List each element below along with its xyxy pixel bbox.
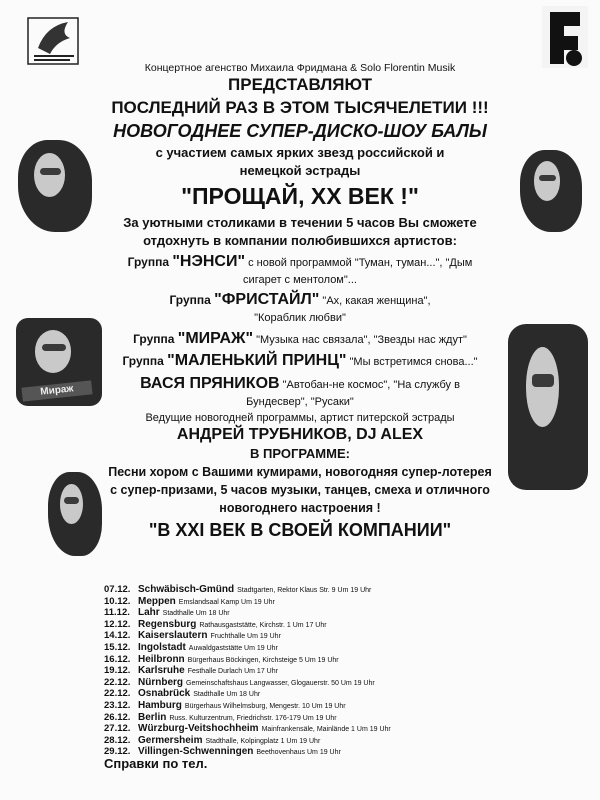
tour-schedule	[104, 582, 544, 756]
schedule-date: 11.12.	[104, 607, 130, 619]
schedule-city: Regensburg	[138, 618, 197, 630]
schedule-venue: Stadthalle Um 18 Uhr	[162, 610, 230, 618]
schedule-venue: Rathausgaststätte, Kirchstr. 1 Um 17 Uhr	[199, 621, 327, 629]
nensi-songs-line-2: сигарет с ментолом"...	[243, 274, 357, 286]
schedule-row	[104, 686, 544, 698]
mirazh-line	[0, 330, 600, 348]
schedule-venue: Beethovenhaus Um 19 Uhr	[256, 749, 341, 757]
vasya-songs-1: "Автобан-не космос", "На службу в	[279, 379, 460, 391]
program-line-1: Песни хором с Вашими кумирами, новогодняя супер-лотерея	[108, 465, 492, 479]
schedule-city: Heilbronn	[138, 653, 185, 665]
schedule-date: 15.12.	[104, 641, 131, 653]
schedule-venue: Fruchthalle Um 19 Uhr	[210, 633, 281, 641]
slogan-heading: "В XXI ВЕК В СВОЕЙ КОМПАНИИ"	[148, 520, 452, 540]
fristail-songs-1: "Ах, какая женщина",	[319, 295, 431, 307]
schedule-venue: Mainfrankensäle, Mainlände 1 Um 19 Uhr	[261, 726, 391, 734]
schedule-city: Kaiserslautern	[138, 630, 208, 642]
schedule-city: Villingen-Schwenningen	[138, 746, 254, 758]
schedule-date: 19.12.	[104, 665, 131, 677]
motto-heading: "ПРОЩАЙ, XX ВЕК !"	[181, 183, 419, 209]
prince-line	[0, 352, 600, 370]
schedule-row	[104, 733, 544, 745]
vasya-songs-line-2: Бундесвер", "Русаки"	[246, 396, 354, 408]
nensi-line	[0, 253, 600, 271]
schedule-date: 12.12.	[104, 618, 131, 630]
fristail-prefix: Группа	[169, 293, 215, 307]
schedule-venue: Stadthalle, Kolpingplatz 1 Um 19 Uhr	[205, 737, 321, 745]
program-line-2: с супер-призами, 5 часов музыки, танцев, смеха и отличного	[110, 483, 490, 497]
participation-line-1: с участием самых ярких звезд российской и	[155, 145, 445, 160]
schedule-row	[104, 652, 544, 664]
schedule-city: Germersheim	[138, 734, 203, 746]
footer-info: Справки по тел.	[104, 756, 208, 771]
schedule-row	[104, 605, 544, 617]
schedule-row	[104, 617, 544, 629]
schedule-row	[104, 675, 544, 687]
intro-line-1: За уютными столиками в течении 5 часов Вы сможете	[123, 215, 477, 230]
prince-prefix: Группа	[122, 354, 168, 368]
schedule-city: Nürnberg	[138, 676, 183, 688]
note-logo-icon	[542, 6, 588, 68]
schedule-city: Karlsruhe	[138, 665, 185, 677]
schedule-row	[104, 663, 544, 675]
schedule-venue: Gemeinschaftshaus Langwasser, Glogauerstr. 50 Um 19 Uhr	[186, 679, 375, 687]
schedule-date: 22.12.	[104, 688, 131, 700]
schedule-city: Ingolstadt	[138, 641, 186, 653]
schedule-date: 27.12.	[104, 723, 131, 735]
program-line-3: новогоднего настроения !	[219, 501, 381, 515]
schedule-venue: Russ. Kulturzentrum, Friedrichstr. 176-179 Um 19 Uhr	[169, 714, 337, 722]
schedule-city: Schwäbisch-Gmünd	[138, 584, 235, 595]
schedule-row	[104, 721, 544, 733]
schedule-row	[104, 710, 544, 722]
schedule-date: 28.12.	[104, 734, 131, 746]
agency-line: Концертное агенство Михаила Фридмана & Solo Florentin Musik	[144, 62, 456, 74]
schedule-row	[104, 698, 544, 710]
schedule-row	[104, 640, 544, 652]
schedule-city: Osnabrück	[138, 688, 191, 700]
schedule-row	[104, 628, 544, 640]
schedule-date: 14.12.	[104, 630, 131, 642]
nensi-prefix: Группа	[127, 255, 173, 269]
hosts-heading: АНДРЕЙ ТРУБНИКОВ, DJ ALEX	[176, 426, 424, 443]
schedule-date: 26.12.	[104, 711, 131, 723]
program-heading: В ПРОГРАММЕ:	[250, 446, 350, 461]
mirazh-songs: "Музыка нас связала", "Звезды нас ждут"	[253, 334, 467, 346]
fristail-name: "ФРИСТАЙЛ"	[214, 291, 320, 308]
schedule-venue: Festhalle Durlach Um 17 Uhr	[187, 668, 278, 676]
participation-line-2: немецкой эстрады	[239, 163, 361, 178]
schedule-venue: Stadthalle Um 18 Uhr	[193, 691, 261, 699]
fristail-line	[0, 291, 600, 309]
schedule-city: Hamburg	[138, 699, 182, 711]
schedule-date: 10.12.	[104, 595, 131, 607]
schedule-date: 29.12.	[104, 746, 131, 758]
schedule-row	[104, 594, 544, 606]
schedule-city: Meppen	[138, 595, 176, 607]
schedule-date: 16.12.	[104, 653, 131, 665]
mirazh-name: "МИРАЖ"	[177, 330, 254, 347]
nensi-name: "НЭНСИ"	[172, 253, 246, 270]
presents-heading: ПРЕДСТАВЛЯЮТ	[228, 75, 372, 94]
nensi-songs-1: с новой программой "Туман, туман...", "Дым	[245, 257, 473, 269]
schedule-city: Würzburg-Veitshochheim	[138, 723, 259, 735]
intro-line-2: отдохнуть в компании полюбившихся артистов:	[143, 233, 457, 248]
show-title: НОВОГОДНЕЕ СУПЕР-ДИСКО-ШОУ БАЛЫ	[113, 121, 487, 141]
prince-songs: "Мы встретимся снова..."	[346, 356, 478, 368]
schedule-venue: Emslandsaal Kamp Um 19 Uhr	[178, 598, 275, 606]
mirage-band-label: Мираж	[21, 380, 92, 401]
schedule-venue: Bürgerhaus Böckingen, Kirchsteige 5 Um 19 Uhr	[187, 656, 339, 664]
schedule-venue: Stadtgarten, Rektor Klaus Str. 9 Um 19 Uhr	[237, 587, 372, 594]
vasya-name: ВАСЯ ПРЯНИКОВ	[140, 375, 280, 392]
mirazh-prefix: Группа	[133, 332, 178, 346]
schedule-city: Lahr	[138, 607, 160, 619]
schedule-venue: Auwaldgaststätte Um 19 Uhr	[188, 644, 278, 652]
fristail-songs-line-2: "Кораблик любви"	[254, 312, 346, 324]
schedule-venue: Bürgerhaus Wilhelmsburg, Mengestr. 10 Um 19 Uhr	[184, 702, 346, 710]
schedule-city: Berlin	[138, 711, 167, 723]
schedule-date: 07.12.	[104, 584, 131, 595]
schedule-date: 23.12.	[104, 699, 131, 711]
host-intro-line: Ведущие новогодней программы, артист питерской эстрады	[145, 412, 455, 424]
schedule-row	[104, 744, 544, 756]
prince-name: "МАЛЕНЬКИЙ ПРИНЦ"	[167, 352, 347, 369]
last-time-heading: ПОСЛЕДНИЙ РАЗ В ЭТОМ ТЫСЯЧЕЛЕТИИ !!!	[111, 98, 489, 117]
schedule-date: 22.12.	[104, 676, 131, 688]
schedule-row	[104, 582, 544, 594]
